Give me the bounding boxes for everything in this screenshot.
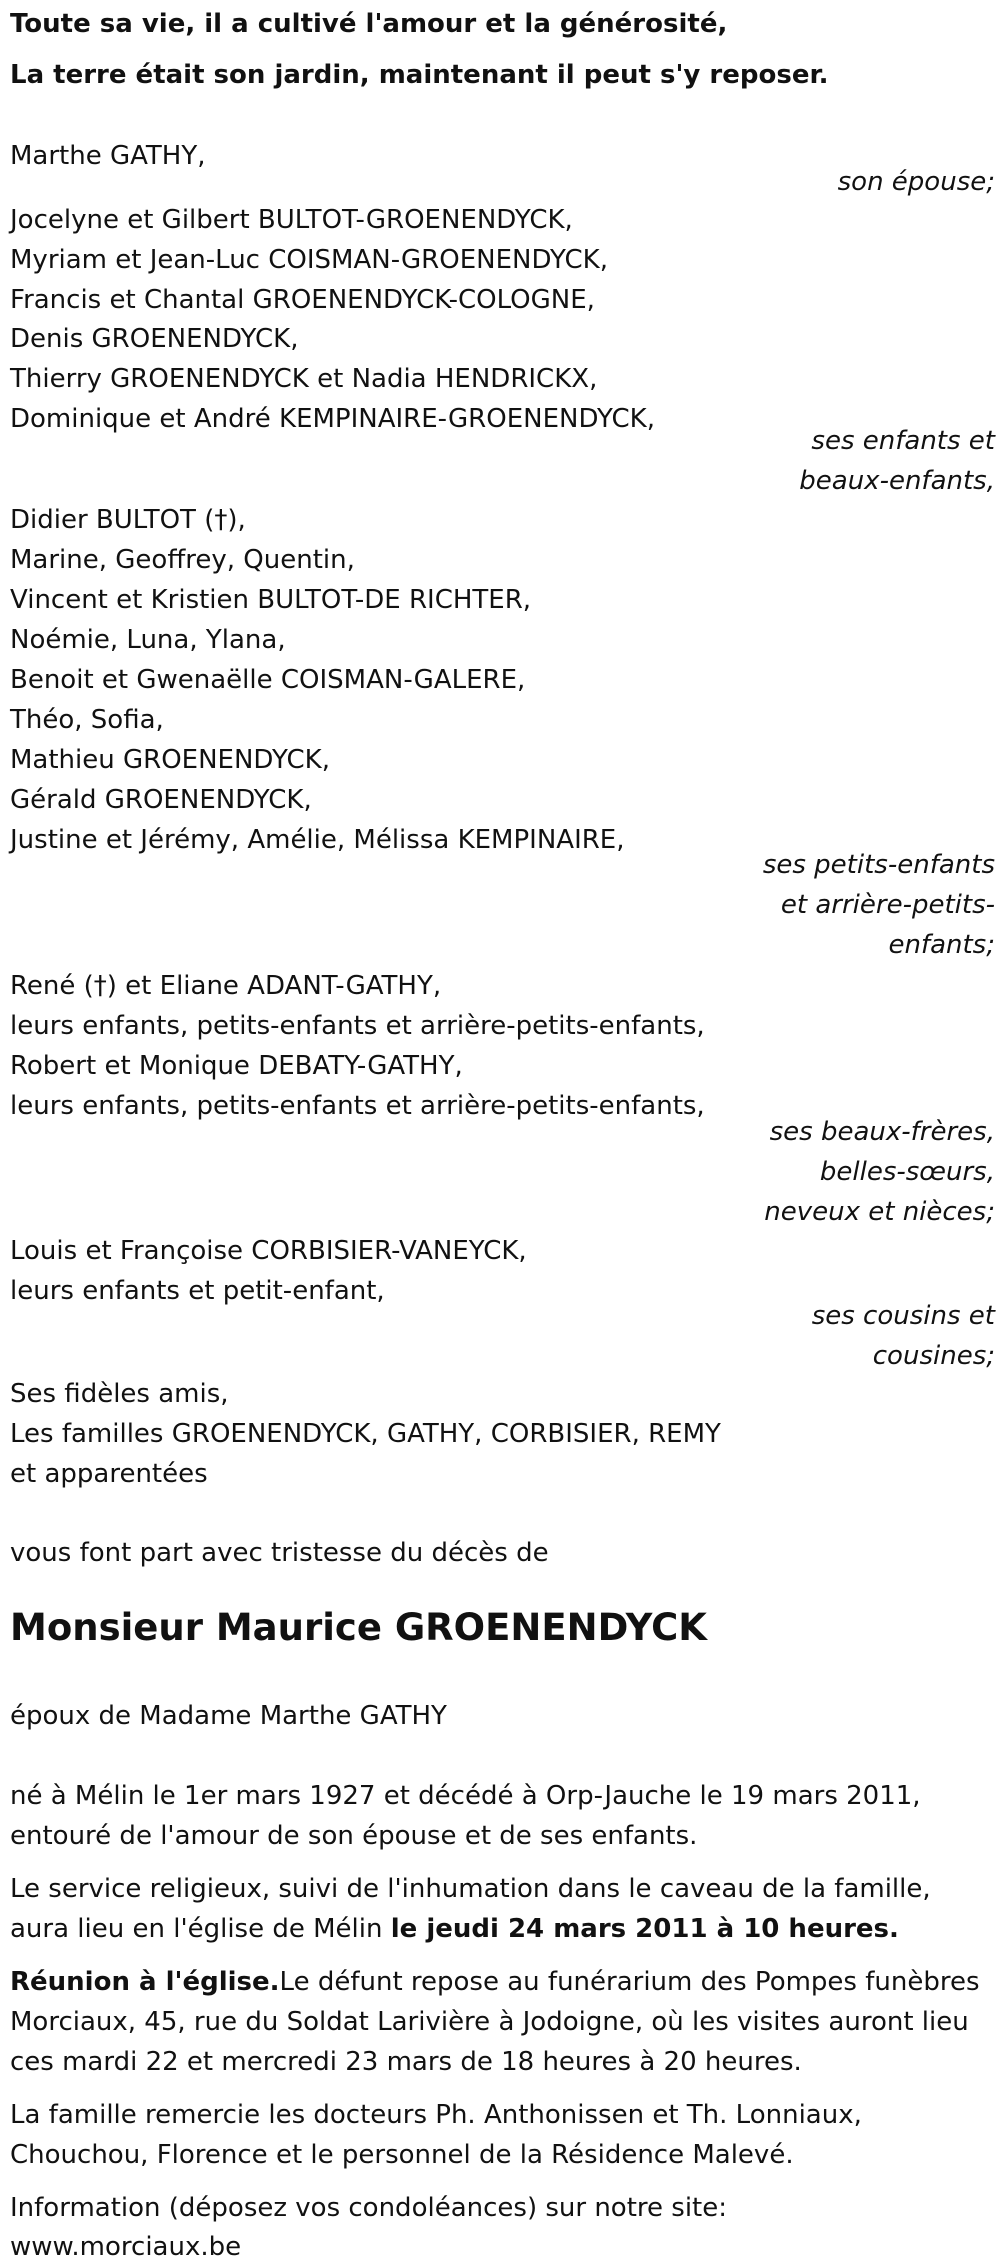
friends-line: et apparentées	[10, 1459, 208, 1489]
epigraph-line-2: La terre était son jardin, maintenant il peut s'y reposer.	[10, 60, 829, 90]
family-name: Justine et Jérémy, Amélie, Mélissa KEMPINAIRE,	[10, 825, 625, 855]
family-name: leurs enfants, petits-enfants et arrière-petits-enfants,	[10, 1091, 705, 1121]
relation-label: belles-sœurs,	[819, 1157, 995, 1187]
family-name: Dominique et André KEMPINAIRE-GROENENDYCK,	[10, 404, 655, 434]
family-name: leurs enfants et petit-enfant,	[10, 1276, 385, 1306]
family-name: Marine, Geoffrey, Quentin,	[10, 545, 355, 575]
service-place: aura lieu en l'église de Mélin	[10, 1914, 391, 1944]
family-name: Jocelyne et Gilbert BULTOT-GROENENDYCK,	[10, 205, 573, 235]
birth-death-line: entouré de l'amour de son épouse et de ses enfants.	[10, 1821, 698, 1851]
family-name: Thierry GROENENDYCK et Nadia HENDRICKX,	[10, 364, 598, 394]
family-name: René (†) et Eliane ADANT-GATHY,	[10, 971, 442, 1001]
family-name: Vincent et Kristien BULTOT-DE RICHTER,	[10, 585, 532, 615]
family-name: Robert et Monique DEBATY-GATHY,	[10, 1051, 463, 1081]
relation-label: ses petits-enfants	[762, 850, 995, 880]
reunion-line: Morciaux, 45, rue du Soldat Larivière à Jodoigne, où les visites auront lieu	[10, 2007, 969, 2037]
family-name: Benoit et Gwenaëlle COISMAN-GALERE,	[10, 665, 526, 695]
relation-label: ses beaux-frères,	[769, 1117, 995, 1147]
epigraph-line-1: Toute sa vie, il a cultivé l'amour et la générosité,	[10, 9, 728, 39]
relation-label: beaux-enfants,	[799, 466, 995, 496]
deceased-name: Monsieur Maurice GROENENDYCK	[10, 1606, 707, 1649]
website-link[interactable]: www.morciaux.be	[10, 2232, 242, 2262]
family-name: Myriam et Jean-Luc COISMAN-GROENENDYCK,	[10, 245, 608, 275]
reunion-label: Réunion à l'église.	[10, 1967, 280, 1997]
reunion-line: ces mardi 22 et mercredi 23 mars de 18 heures à 20 heures.	[10, 2047, 802, 2077]
thanks-line: Chouchou, Florence et le personnel de la Résidence Malevé.	[10, 2140, 794, 2170]
spouse-line: époux de Madame Marthe GATHY	[10, 1701, 447, 1731]
service-line: Le service religieux, suivi de l'inhumation dans le caveau de la famille,	[10, 1874, 931, 1904]
service-line	[10, 1909, 899, 1949]
friends-line: Ses fidèles amis,	[10, 1379, 229, 1409]
family-name: leurs enfants, petits-enfants et arrière-petits-enfants,	[10, 1011, 705, 1041]
relation-label: enfants;	[888, 930, 995, 960]
reunion-text: Le défunt repose au funérarium des Pompes funèbres	[279, 1967, 980, 1997]
family-name: Mathieu GROENENDYCK,	[10, 745, 330, 775]
relation-label: son épouse;	[837, 167, 995, 197]
relation-label: ses cousins et	[811, 1301, 995, 1331]
family-name: Didier BULTOT (†),	[10, 505, 246, 535]
family-name: Gérald GROENENDYCK,	[10, 785, 312, 815]
relation-label: ses enfants et	[811, 426, 995, 456]
relation-label: neveux et nièces;	[764, 1197, 995, 1227]
birth-death-line: né à Mélin le 1er mars 1927 et décédé à Orp-Jauche le 19 mars 2011,	[10, 1781, 921, 1811]
family-name: Denis GROENENDYCK,	[10, 324, 299, 354]
family-name: Marthe GATHY,	[10, 141, 206, 171]
thanks-line: La famille remercie les docteurs Ph. Anthonissen et Th. Lonniaux,	[10, 2100, 862, 2130]
relation-label: cousines;	[872, 1341, 995, 1371]
family-name: Théo, Sofia,	[10, 705, 164, 735]
info-line: Information (déposez vos condoléances) sur notre site:	[10, 2193, 728, 2223]
service-date: le jeudi 24 mars 2011 à 10 heures.	[390, 1914, 899, 1944]
announcement: vous font part avec tristesse du décès de	[10, 1538, 549, 1568]
family-name: Noémie, Luna, Ylana,	[10, 625, 286, 655]
reunion-line	[10, 1962, 980, 2002]
relation-label: et arrière-petits-	[780, 890, 995, 920]
family-name: Francis et Chantal GROENENDYCK-COLOGNE,	[10, 285, 595, 315]
friends-line: Les familles GROENENDYCK, GATHY, CORBISIER, REMY	[10, 1419, 721, 1449]
family-name: Louis et Françoise CORBISIER-VANEYCK,	[10, 1236, 527, 1266]
